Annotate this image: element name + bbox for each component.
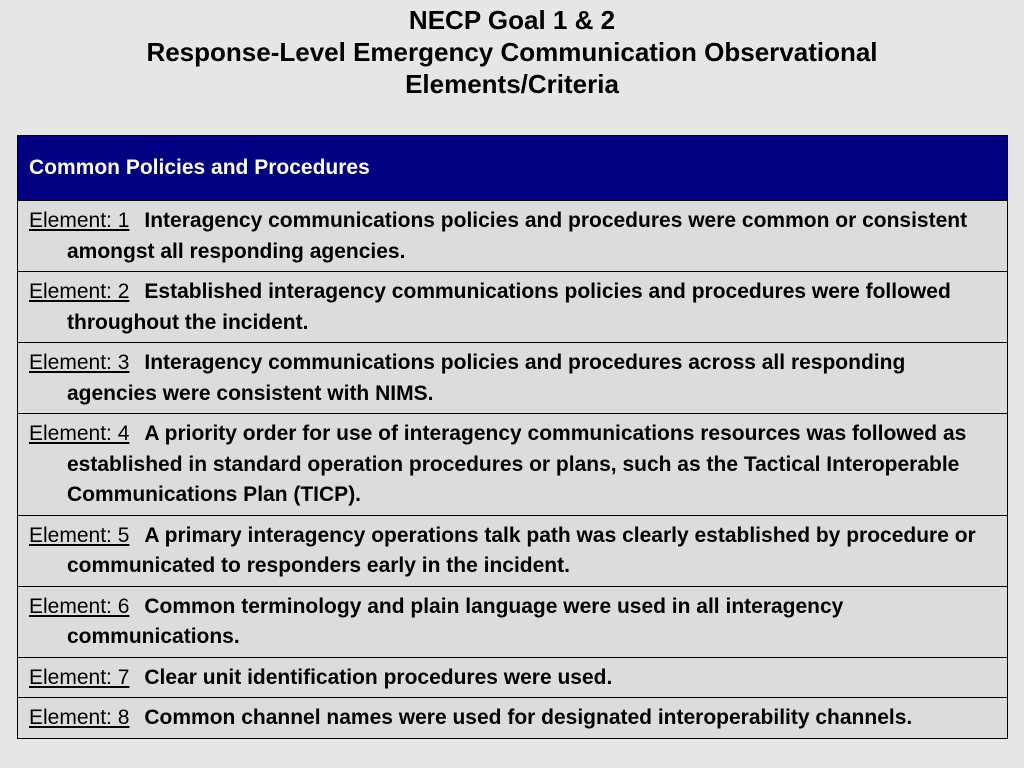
element-row-4 <box>18 414 1007 515</box>
element-label: Element: 4 <box>29 422 130 445</box>
table-row <box>18 272 1008 343</box>
element-row-7 <box>18 658 1007 698</box>
element-row-6 <box>18 587 1007 657</box>
table-row <box>18 657 1008 698</box>
element-text: Common channel names were used for designated interoperability channels. <box>144 706 913 729</box>
table-header-row <box>18 136 1008 201</box>
table-row <box>18 698 1008 739</box>
element-label: Element: 3 <box>29 351 130 374</box>
criteria-table <box>17 135 1008 739</box>
element-text: Common terminology and plain language were used in all interagency communications. <box>67 594 844 648</box>
element-row-1 <box>18 201 1007 271</box>
element-label: Element: 7 <box>29 665 130 689</box>
table-row <box>18 515 1008 586</box>
title-line-1: NECP Goal 1 & 2 <box>408 5 616 35</box>
title-line-3: Elements/Criteria <box>405 69 619 99</box>
slide-title <box>0 0 1024 100</box>
table-row <box>18 343 1008 414</box>
element-row-2 <box>18 272 1007 342</box>
element-label: Element: 2 <box>29 280 130 303</box>
element-row-3 <box>18 343 1007 413</box>
element-text: Established interagency communications policies and procedures were followed throughout the incident. <box>67 280 951 334</box>
element-row-8 <box>18 698 1007 738</box>
element-text: Interagency communications policies and procedures were common or consistent amongst all responding agencies. <box>67 209 968 263</box>
element-text: A priority order for use of interagency communications resources was followed as established in standard operation procedures or plans, such as the Tactical Interoperable Communications Plan (TICP). <box>67 422 967 506</box>
element-text: Interagency communications policies and procedures across all responding agencies were consistent with NIMS. <box>67 351 906 405</box>
table-header: Common Policies and Procedures <box>18 136 1008 201</box>
element-text: A primary interagency operations talk path was clearly established by procedure or communicated to responders early in the incident. <box>67 523 976 577</box>
element-label: Element: 5 <box>29 523 130 547</box>
element-row-5 <box>18 516 1007 586</box>
element-label: Element: 6 <box>29 594 130 618</box>
table-row <box>18 586 1008 657</box>
element-label: Element: 1 <box>29 209 130 232</box>
element-label: Element: 8 <box>29 706 130 729</box>
table-row <box>18 414 1008 516</box>
title-line-2: Response-Level Emergency Communication Observational <box>146 37 878 67</box>
element-text: Clear unit identification procedures were used. <box>144 665 613 689</box>
table-row <box>18 201 1008 272</box>
